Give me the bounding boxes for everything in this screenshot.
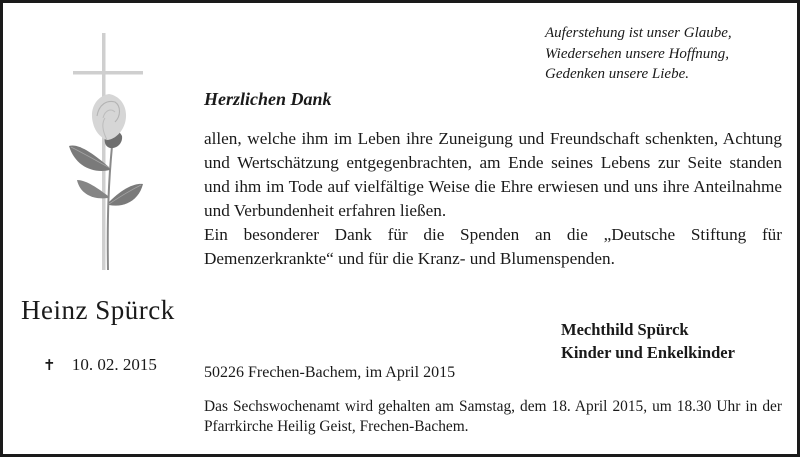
signature — [561, 318, 735, 364]
service-notice: Das Sechswochenamt wird gehalten am Samstag, dem 18. April 2015, um 18.30 Uhr in der Pfarrkirche Heilig Geist, Frechen-Bachem. — [204, 398, 782, 435]
deceased-name: Heinz Spürck — [21, 295, 175, 325]
motto-line: Wiedersehen unsere Hoffnung, — [545, 45, 729, 62]
thanks-body — [204, 127, 782, 271]
motto-line: Gedenken unsere Liebe. — [545, 66, 689, 82]
thanks-paragraph: allen, welche ihm im Leben ihre Zuneigung und Freundschaft schenkten, Achtung und Wertschätzung entgegenbrachten, am Ende seines Lebens zur Seite standen und ihm im Tode auf vielfältige Weise die Ehre erwiesen und uns ihre Anteilnahme und Verbundenheit erfahren ließen. — [204, 129, 782, 220]
motto — [545, 23, 795, 85]
place-date: 50226 Frechen-Bachem, im April 2015 — [204, 364, 456, 381]
cross-with-rose-icon — [63, 28, 153, 278]
motto-line: Auferstehung ist unser Glaube, — [545, 25, 732, 41]
donation-paragraph: Ein besonderer Dank für die Spenden an die „Deutsche Stiftung für Demenzerkrankte“ und für die Kranz- und Blumenspenden. — [204, 225, 782, 268]
signature-line: Kinder und Enkelkinder — [561, 343, 735, 362]
death-date-row — [43, 355, 157, 375]
death-date: 10. 02. 2015 — [71, 355, 157, 374]
signature-line: Mechthild Spürck — [561, 320, 689, 339]
cross-icon: ✝ — [43, 358, 56, 374]
thanks-heading: Herzlichen Dank — [204, 89, 332, 109]
